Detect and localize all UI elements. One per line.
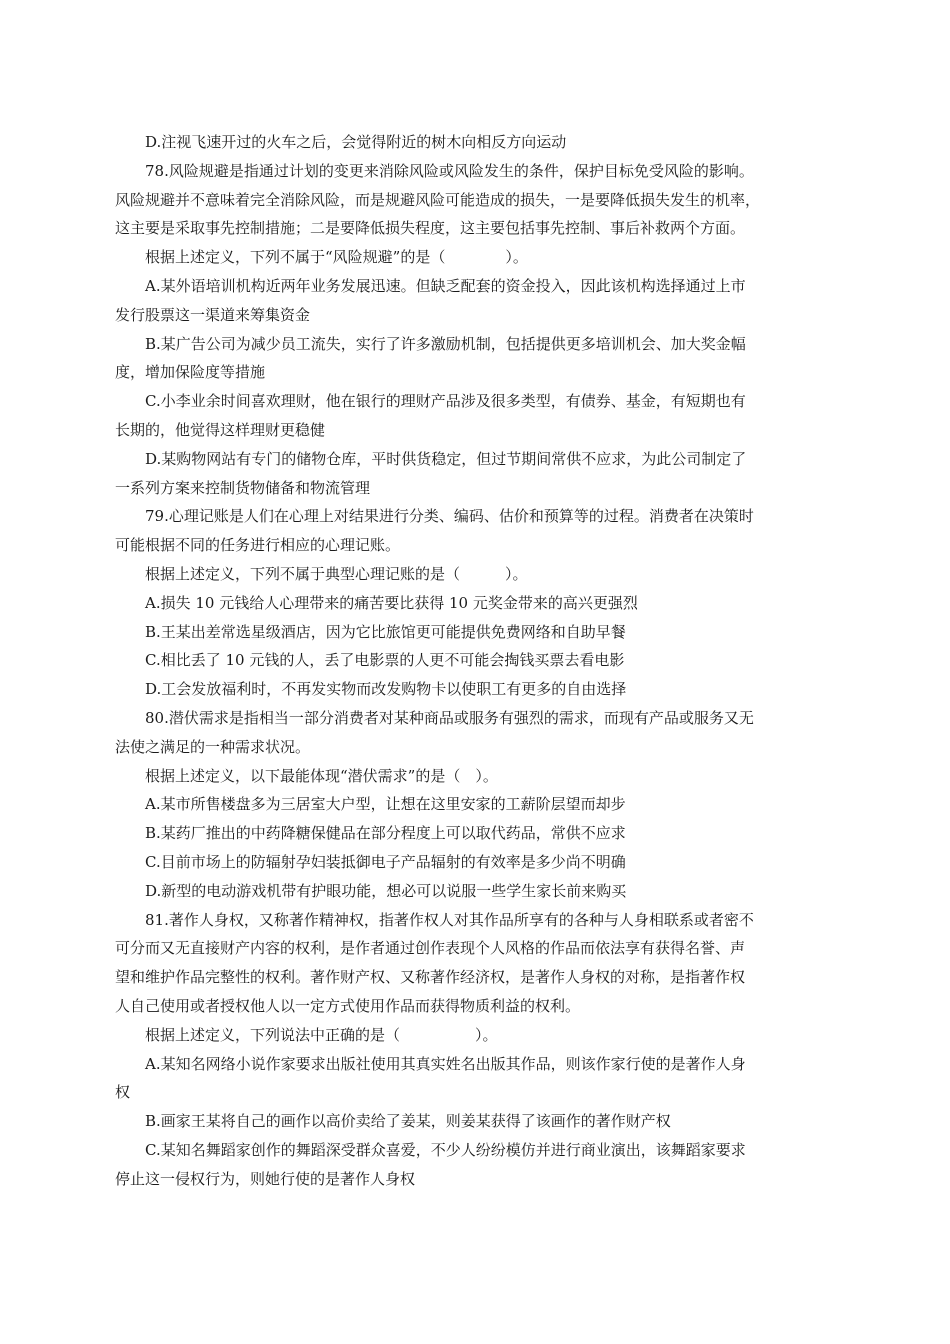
text-line: 根据上述定义，以下最能体现“潜伏需求”的是（ ）。 <box>145 766 498 785</box>
text-line: 停止这一侵权行为，则她行使的是著作人身权 <box>115 1169 416 1188</box>
text-line: 一系列方案来控制货物储备和物流管理 <box>115 478 371 497</box>
text-line: 根据上述定义，下列不属于典型心理记账的是（ ）。 <box>145 564 528 583</box>
text-line: C.目前市场上的防辐射孕妇装抵御电子产品辐射的有效率是多少尚不明确 <box>145 852 626 871</box>
text-line: A.某外语培训机构近两年业务发展迅速。但缺乏配套的资金投入，因此该机构选择通过上市 <box>145 276 746 295</box>
text-line: 78.风险规避是指通过计划的变更来消除风险或风险发生的条件，保护目标免受风险的影响。 <box>145 161 754 180</box>
text-line: 可能根据不同的任务进行相应的心理记账。 <box>115 536 401 555</box>
text-line: C.某知名舞蹈家创作的舞蹈深受群众喜爱，不少人纷纷模仿并进行商业演出，该舞蹈家要求 <box>145 1140 746 1159</box>
text-line: B.王某出差常选星级酒店，因为它比旅馆更可能提供免费网络和自助早餐 <box>145 622 626 641</box>
text-line: B.某药厂推出的中药降糖保健品在部分程度上可以取代药品，常供不应求 <box>145 824 626 843</box>
text-line: D.新型的电动游戏机带有护眼功能，想必可以说服一些学生家长前来购买 <box>145 881 627 900</box>
text-line: A.某知名网络小说作家要求出版社使用其真实姓名出版其作品，则该作家行使的是著作人身 <box>145 1054 746 1073</box>
text-line: 人自己使用或者授权他人以一定方式使用作品而获得物质利益的权利。 <box>115 996 581 1015</box>
document-page <box>115 128 831 1193</box>
text-line: A.损失 10 元钱给人心理带来的痛苦要比获得 10 元奖金带来的高兴更强烈 <box>145 593 638 612</box>
text-line: 望和维护作品完整性的权利。著作财产权、又称著作经济权，是著作人身权的对称，是指著作权 <box>115 968 746 987</box>
text-line: 这主要是采取事先控制措施；二是要降低损失程度，这主要包括事先控制、事后补救两个方面。 <box>115 219 746 238</box>
text-line: D.某购物网站有专门的储物仓库，平时供货稳定，但过节期间常供不应求，为此公司制定了 <box>145 449 747 468</box>
text-line: 根据上述定义，下列不属于“风险规避”的是（ ）。 <box>145 248 528 267</box>
text-line: 长期的，他觉得这样理财更稳健 <box>115 420 326 439</box>
text-line: 81.著作人身权，又称著作精神权，指著作权人对其作品所享有的各种与人身相联系或者密不 <box>145 910 754 929</box>
text-line: A.某市所售楼盘多为三居室大户型，让想在这里安家的工薪阶层望而却步 <box>145 795 626 814</box>
text-line: B.画家王某将自己的画作以高价卖给了姜某，则姜某获得了该画作的著作财产权 <box>145 1112 671 1131</box>
text-line: 可分而又无直接财产内容的权利，是作者通过创作表现个人风格的作品而依法享有获得名誉、声 <box>115 939 746 958</box>
text-line: 发行股票这一渠道来筹集资金 <box>115 305 311 324</box>
text-line: 79.心理记账是人们在心理上对结果进行分类、编码、估价和预算等的过程。消费者在决策时 <box>145 507 754 526</box>
text-line: C.相比丢了 10 元钱的人，丢了电影票的人更不可能会掏钱买票去看电影 <box>145 651 625 670</box>
text-line: C.小李业余时间喜欢理财，他在银行的理财产品涉及很多类型，有债券、基金，有短期也有 <box>145 392 746 411</box>
text-line: D.注视飞速开过的火车之后，会觉得附近的树木向相反方向运动 <box>145 133 567 151</box>
text-line: 根据上述定义，下列说法中正确的是（ ）。 <box>145 1025 498 1044</box>
text-line: 法使之满足的一种需求状况。 <box>115 737 311 756</box>
text-line: 80.潜伏需求是指相当一部分消费者对某种商品或服务有强烈的需求，而现有产品或服务又无 <box>145 708 754 727</box>
text-line: B.某广告公司为减少员工流失，实行了许多激励机制，包括提供更多培训机会、加大奖金幅 <box>145 334 746 353</box>
text-line: 度，增加保险度等措施 <box>115 363 266 382</box>
text-line: 风险规避并不意味着完全消除风险，而是规避风险可能造成的损失，一是要降低损失发生的机率， <box>115 190 761 209</box>
text-line: 权 <box>115 1083 131 1102</box>
text-line: D.工会发放福利时，不再发实物而改发购物卡以使职工有更多的自由选择 <box>145 680 627 699</box>
